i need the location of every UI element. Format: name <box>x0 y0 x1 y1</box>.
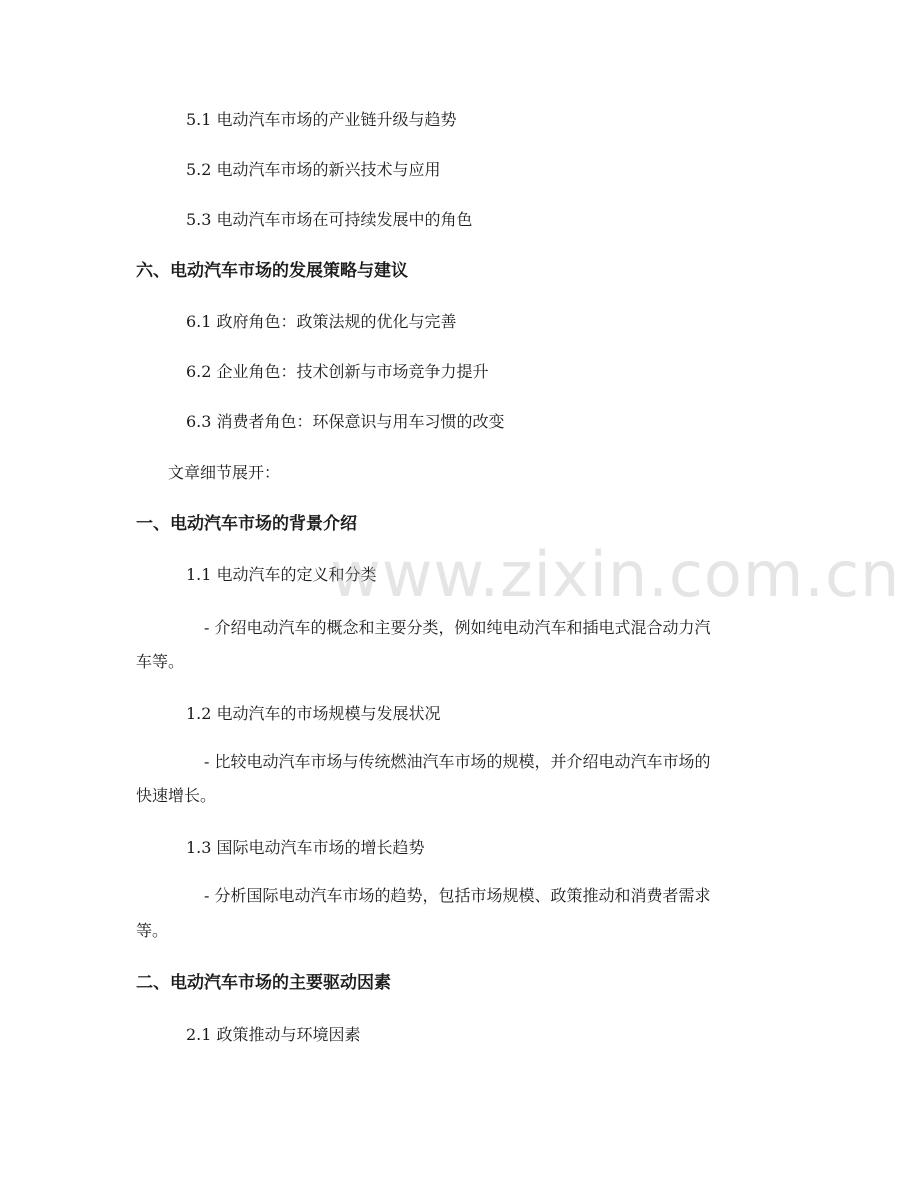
item-1-3: 1.3 国际电动汽车市场的增长趋势 <box>186 838 425 857</box>
item-1-1: 1.1 电动汽车的定义和分类 <box>186 565 377 584</box>
item-1-2: 1.2 电动汽车的市场规模与发展状况 <box>186 704 441 723</box>
desc-1-1-line2: 车等。 <box>136 652 185 671</box>
item-2-1: 2.1 政策推动与环境因素 <box>186 1025 361 1044</box>
section-2-heading: 二、电动汽车市场的主要驱动因素 <box>136 973 391 993</box>
desc-1-3-line1: - 分析国际电动汽车市场的趋势，包括市场规模、政策推动和消费者需求 <box>204 886 711 905</box>
section-6-heading: 六、电动汽车市场的发展策略与建议 <box>136 261 408 281</box>
toc-item-6-2: 6.2 企业角色：技术创新与市场竞争力提升 <box>186 362 489 381</box>
section-1-heading: 一、电动汽车市场的背景介绍 <box>136 514 357 534</box>
toc-item-5-1: 5.1 电动汽车市场的产业链升级与趋势 <box>186 110 457 129</box>
toc-item-6-1: 6.1 政府角色：政策法规的优化与完善 <box>186 312 457 331</box>
toc-item-5-2: 5.2 电动汽车市场的新兴技术与应用 <box>186 160 441 179</box>
toc-item-5-3: 5.3 电动汽车市场在可持续发展中的角色 <box>186 210 473 229</box>
desc-1-3-line2: 等。 <box>136 921 169 940</box>
detail-intro: 文章细节展开： <box>168 463 281 482</box>
desc-1-1-line1: - 介绍电动汽车的概念和主要分类，例如纯电动汽车和插电式混合动力汽 <box>204 618 711 637</box>
toc-item-6-3: 6.3 消费者角色：环保意识与用车习惯的改变 <box>186 412 505 431</box>
desc-1-2-line1: - 比较电动汽车市场与传统燃油汽车市场的规模，并介绍电动汽车市场的 <box>204 752 711 771</box>
watermark: www.zixin.com.cn <box>330 538 901 611</box>
desc-1-2-line2: 快速增长。 <box>136 786 217 805</box>
